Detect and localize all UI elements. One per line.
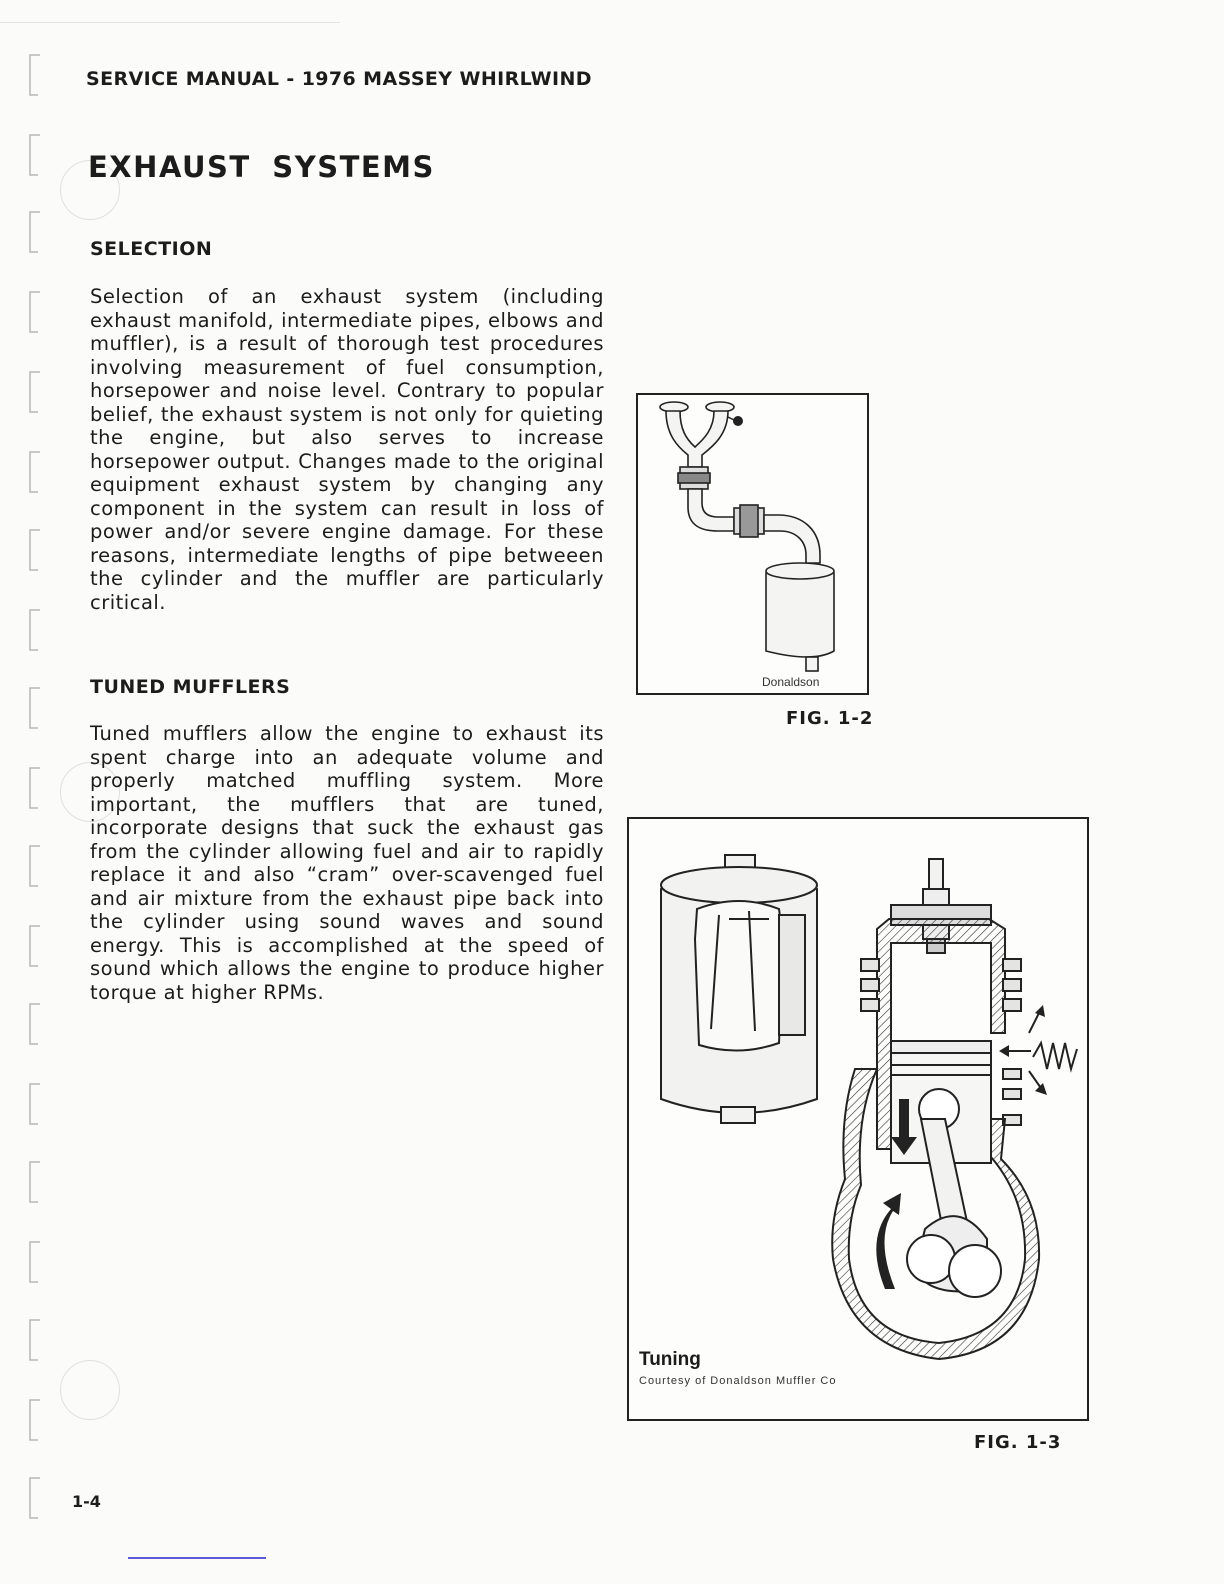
engine-tuning-illustration — [629, 819, 1087, 1419]
figure-1-3-caption: Tuning — [639, 1349, 701, 1370]
figure-1-2-label: FIG. 1-2 — [786, 708, 874, 729]
page-number: 1-4 — [72, 1492, 101, 1511]
binder-bracket-marks — [0, 0, 60, 1584]
figure-1-2-frame — [636, 393, 869, 695]
figure-1-3-frame — [627, 817, 1089, 1421]
section-heading-selection: SELECTION — [90, 238, 213, 260]
chapter-title: EXHAUST SYSTEMS — [88, 150, 435, 184]
figure-1-3-credit: Courtesy of Donaldson Muffler Co — [639, 1375, 837, 1387]
section-body-selection: Selection of an exhaust system (including exhaust manifold, intermediate pipes, elbows and muffler), is a result of thorough test procedures involving measurement of fuel consumption, horsepower and noise level. Contrary to popular belief, the exhaust system is not only for quieting the engine, but also serves to increase horsepower output. Changes made to the original equipment exhaust system by changing any component in the system can result in loss of power and/or severe engine damage. For these reasons, intermediate lengths of pipe betweeen the cylinder and the muffler are particularly critical. — [90, 285, 604, 614]
figure-1-2-credit: Donaldson — [762, 675, 820, 689]
section-body-tuned-mufflers: Tuned mufflers allow the engine to exhaust its spent charge into an adequate volume and properly matched muffling system. More important, the mufflers that are tuned, incorporate designs that suck the exhaust gas from the cylinder allowing fuel and air to rapidly replace it and also “cram” over-scavenged fuel and air mixture from the exhaust pipe back into the cylinder using sound waves and sound energy. This is accomplished at the speed of sound which allows the engine to produce higher torque at higher RPMs. — [90, 722, 604, 1004]
punch-hole — [60, 1360, 120, 1420]
running-head: SERVICE MANUAL - 1976 MASSEY WHIRLWIND — [86, 68, 592, 90]
exhaust-system-illustration — [638, 395, 867, 693]
figure-1-3-label: FIG. 1-3 — [974, 1432, 1062, 1453]
section-heading-tuned-mufflers: TUNED MUFFLERS — [90, 676, 291, 698]
bottom-edge-rule — [128, 1557, 266, 1559]
